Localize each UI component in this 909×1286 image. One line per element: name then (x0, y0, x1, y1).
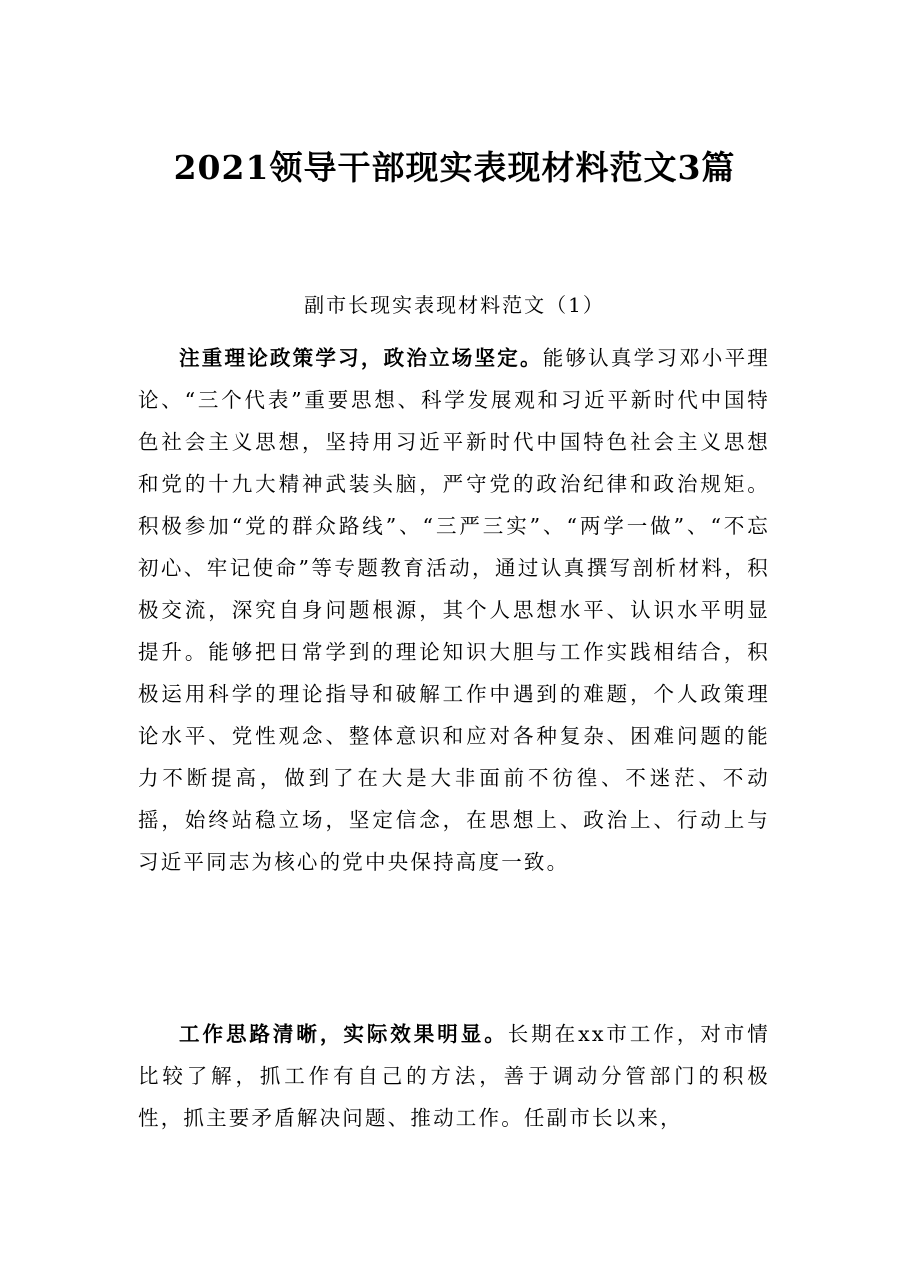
document-title: 2021领导干部现实表现材料范文3篇 (173, 148, 736, 187)
paragraph-1 (138, 337, 770, 883)
section-title: 副市长现实表现材料范文（1） (304, 293, 605, 317)
paragraph-1-lead: 注重理论政策学习，政治立场坚定。 (179, 346, 543, 370)
paragraph-2-body: 长期在xx市工作，对市情比较了解，抓工作有自己的方法，善于调动分管部门的积极性，抓主要矛盾解决问题、推动工作。任副市长以来， (138, 1022, 770, 1130)
paragraph-2-lead: 工作思路清晰，实际效果明显。 (179, 1022, 508, 1046)
paragraph-1-body: 能够认真学习邓小平理论、“三个代表”重要思想、科学发展观和习近平新时代中国特色社会主义思想，坚持用习近平新时代中国特色社会主义思想和党的十九大精神武装头脑，严守党的政治纪律和政治规矩。积极参加“党的群众路线”、“三严三实”、“两学一做”、“不忘初心、牢记使命”等专题教育活动，通过认真撰写剖析材料，积极交流，深究自身问题根源，其个人思想水平、认识水平明显提升。能够把日常学到的理论知识大胆与工作实践相结合，积极运用科学的理论指导和破解工作中遇到的难题，个人政策理论水平、党性观念、整体意识和应对各种复杂、困难问题的能力不断提高，做到了在大是大非面前不彷徨、不迷茫、不动摇，始终站稳立场，坚定信念，在思想上、政治上、行动上与习近平同志为核心的党中央保持高度一致。 (138, 346, 771, 874)
paragraph-2 (138, 1013, 770, 1139)
